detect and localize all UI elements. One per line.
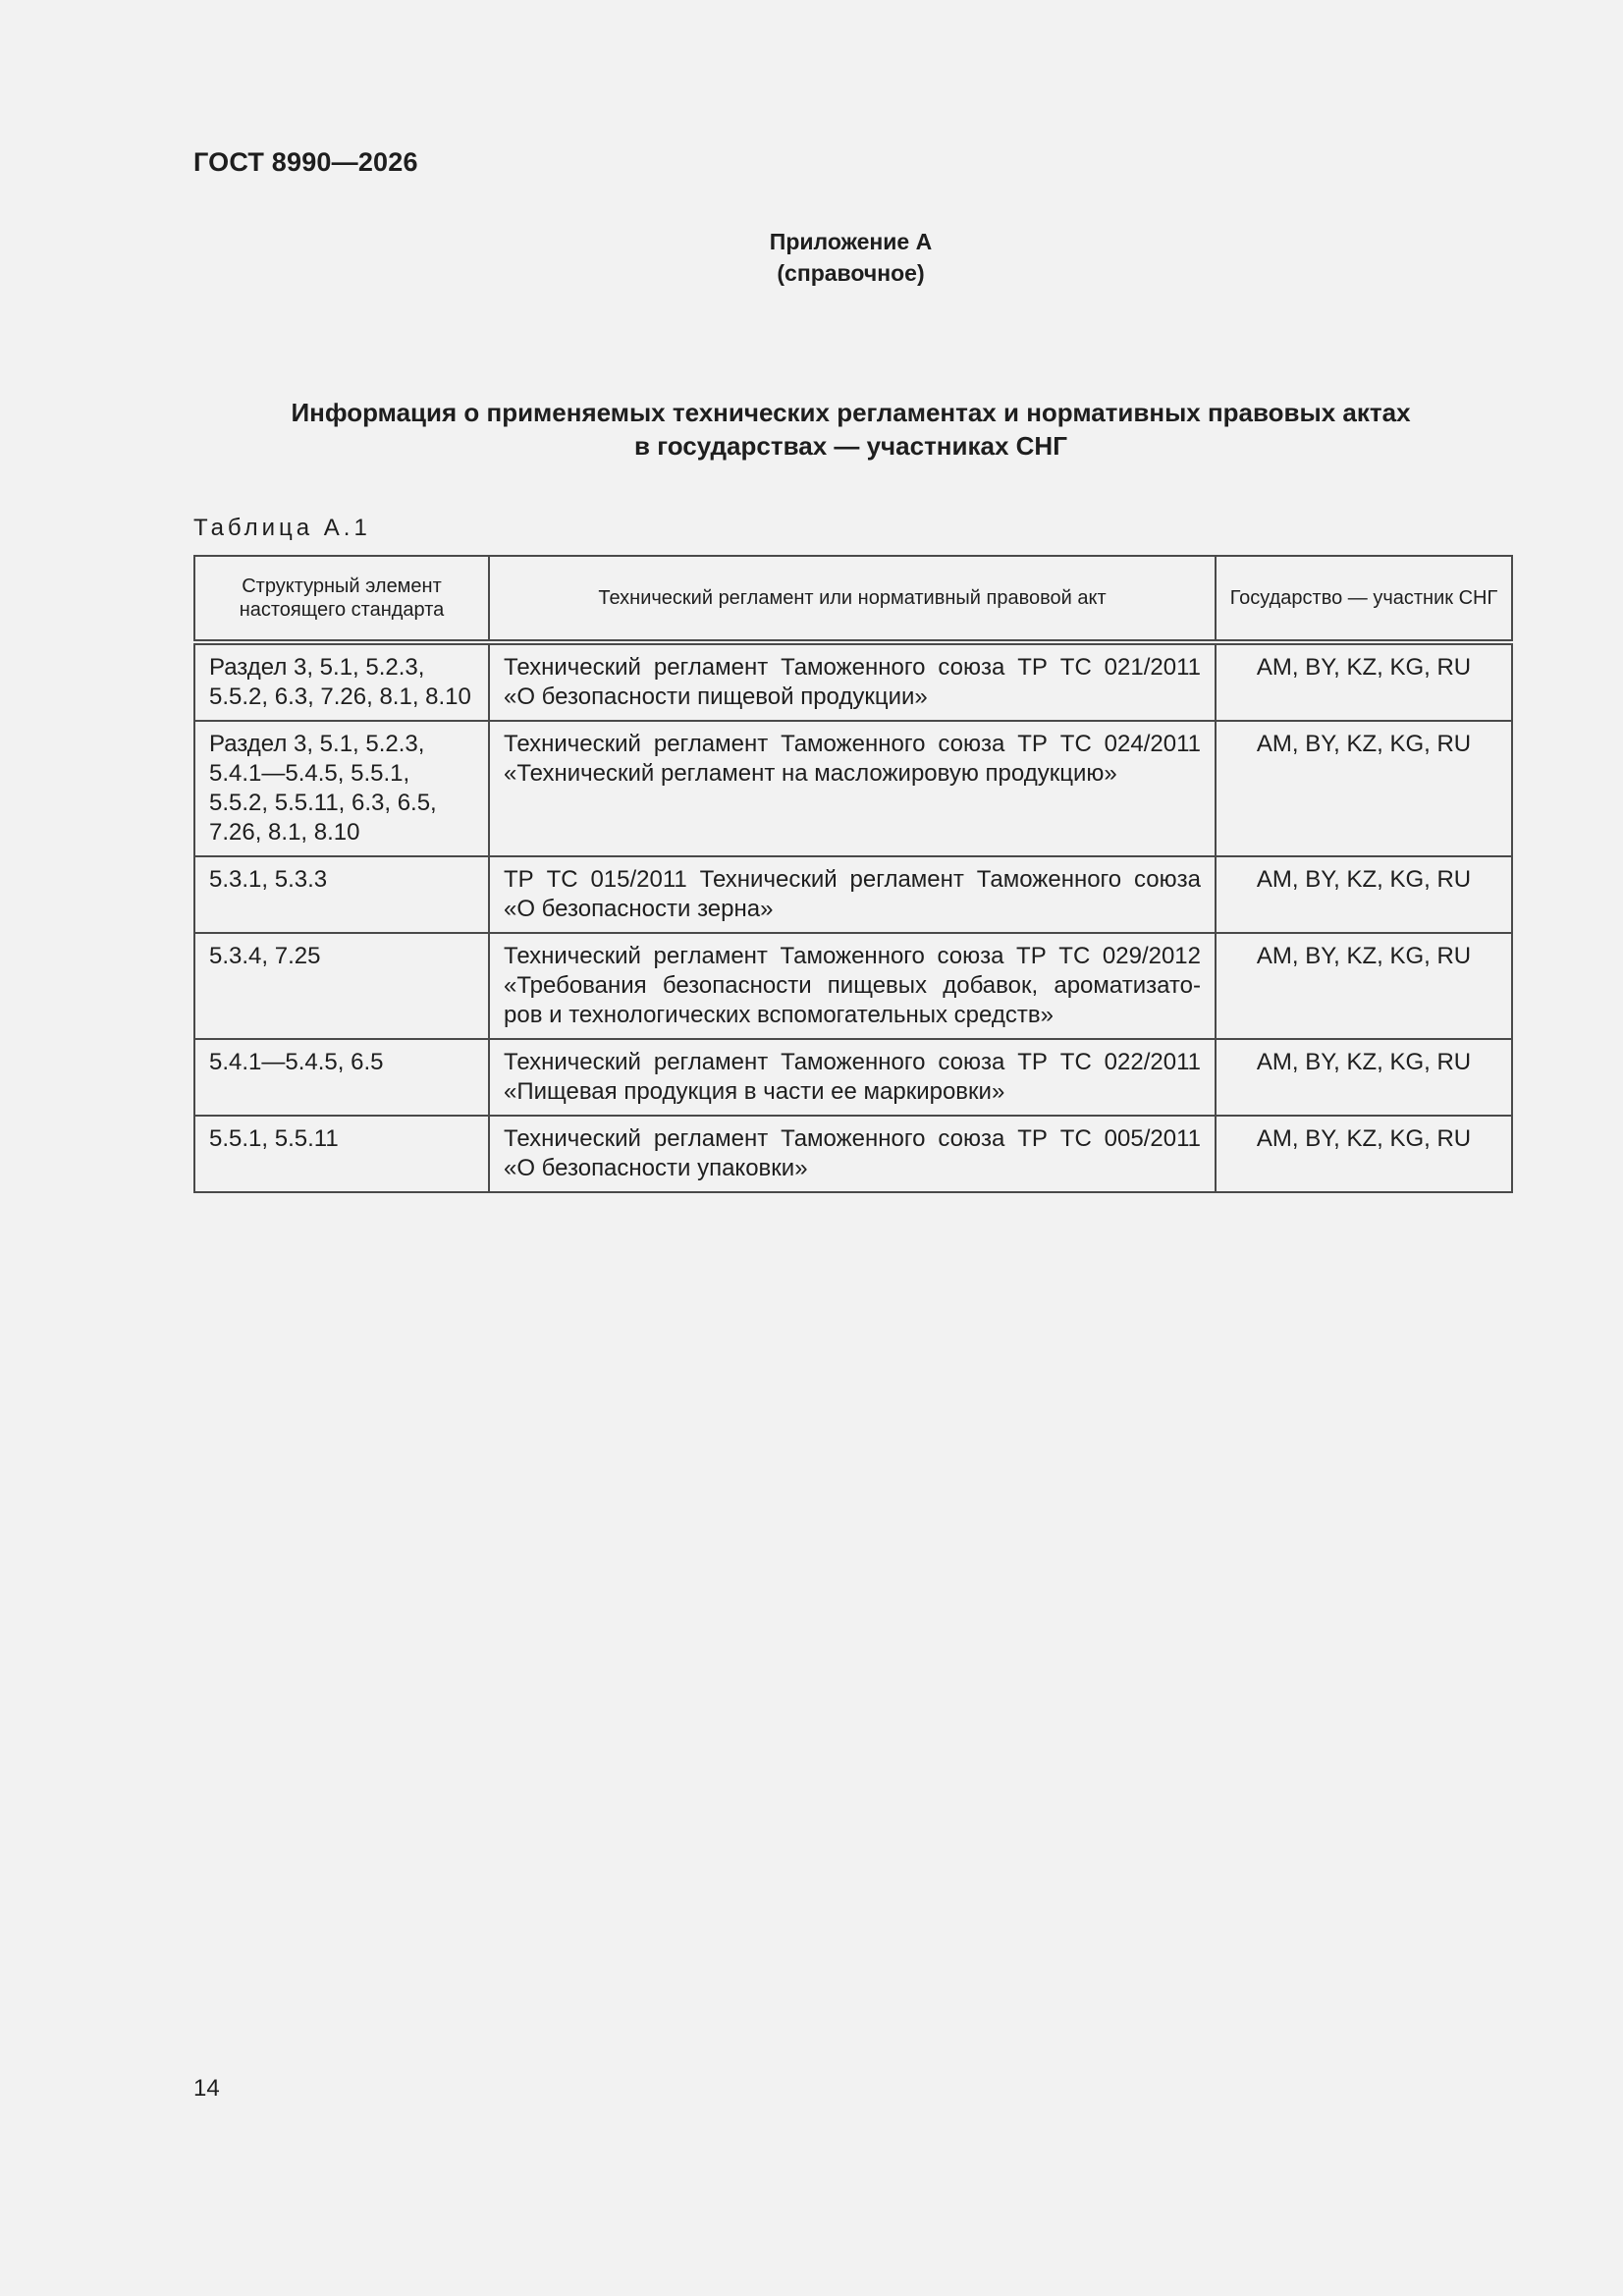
header-structural-element: Структурный элемент настоящего стандарта	[194, 556, 489, 642]
cell-structural-element: Раздел 3, 5.1, 5.2.3, 5.5.2, 6.3, 7.26, 8.1, 8.10	[194, 642, 489, 721]
table-row	[194, 933, 1512, 1039]
page-number: 14	[193, 2075, 220, 2102]
cell-member-state: AM, BY, KZ, KG, RU	[1216, 642, 1512, 721]
section-title-line-2: в государствах — участниках СНГ	[634, 431, 1067, 461]
appendix-title: Приложение А	[769, 229, 933, 254]
cell-structural-element: 5.4.1—5.4.5, 6.5	[194, 1039, 489, 1116]
table-row	[194, 856, 1512, 933]
header-technical-regulation: Технический регламент или нормативный правовой акт	[489, 556, 1216, 642]
appendix-kind: (справочное)	[777, 260, 925, 286]
section-title-line-1: Информация о применяемых технических регламентах и нормативных правовых актах	[291, 398, 1411, 427]
table-header-row	[194, 556, 1512, 642]
cell-structural-element: 5.5.1, 5.5.11	[194, 1116, 489, 1192]
document-code: ГОСТ 8990—2026	[193, 147, 418, 177]
cell-member-state: AM, BY, KZ, KG, RU	[1216, 1039, 1512, 1116]
cell-member-state: AM, BY, KZ, KG, RU	[1216, 721, 1512, 856]
table-row	[194, 642, 1512, 721]
cell-technical-regulation: Технический регламент Таможенного союза ТР ТС 005/2011 «О безопасности упаковки»	[489, 1116, 1216, 1192]
cell-structural-element: Раздел 3, 5.1, 5.2.3, 5.4.1—5.4.5, 5.5.1, 5.5.2, 5.5.11, 6.3, 6.5, 7.26, 8.1, 8.10	[194, 721, 489, 856]
cell-member-state: AM, BY, KZ, KG, RU	[1216, 856, 1512, 933]
cell-structural-element: 5.3.4, 7.25	[194, 933, 489, 1039]
regulations-table	[193, 555, 1513, 1193]
cell-technical-regulation: Технический регламент Таможенного союза ТР ТС 029/2012 «Требования безопасности пищевых добавок, ароматизато-ров и технологических вспомогательных средств»	[489, 933, 1216, 1039]
table-row	[194, 1116, 1512, 1192]
cell-member-state: AM, BY, KZ, KG, RU	[1216, 933, 1512, 1039]
cell-member-state: AM, BY, KZ, KG, RU	[1216, 1116, 1512, 1192]
cell-technical-regulation: Технический регламент Таможенного союза ТР ТС 021/2011 «О безопасности пищевой продукции»	[489, 642, 1216, 721]
table-row	[194, 1039, 1512, 1116]
cell-technical-regulation: ТР ТС 015/2011 Технический регламент Таможенного союза «О безопасности зерна»	[489, 856, 1216, 933]
header-member-state: Государство — участник СНГ	[1216, 556, 1512, 642]
cell-technical-regulation: Технический регламент Таможенного союза ТР ТС 024/2011 «Технический регламент на масложировую продукцию»	[489, 721, 1216, 856]
cell-technical-regulation: Технический регламент Таможенного союза ТР ТС 022/2011 «Пищевая продукция в части ее маркировки»	[489, 1039, 1216, 1116]
table-row	[194, 721, 1512, 856]
table-caption: Таблица А.1	[193, 515, 371, 541]
cell-structural-element: 5.3.1, 5.3.3	[194, 856, 489, 933]
